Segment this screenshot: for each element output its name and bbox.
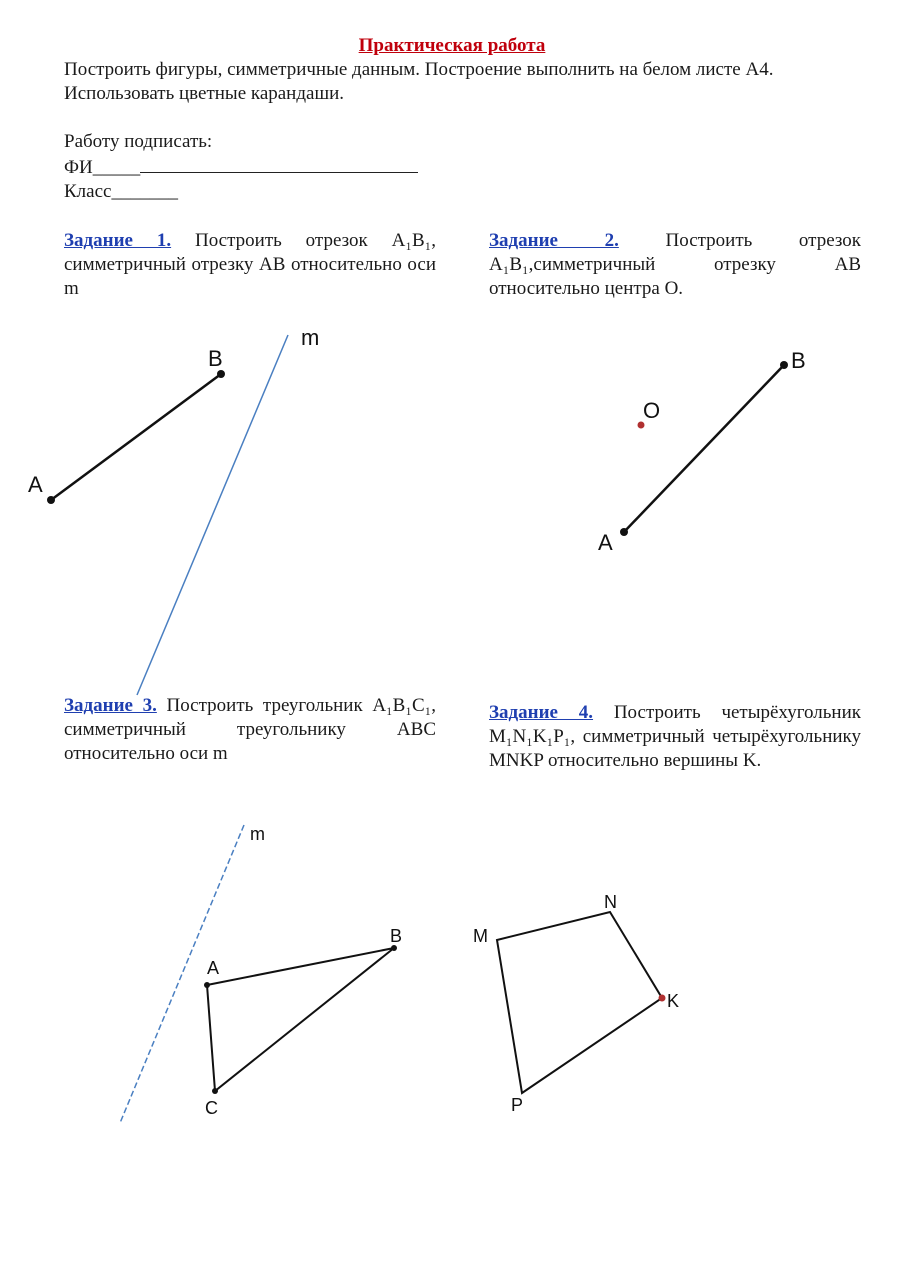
fig2-label-b: B [791,348,806,373]
task-4-label: Задание 4. [489,702,594,723]
fig2-segment-ab [624,365,784,532]
fig2-point-a [620,528,628,536]
fig3-label-c: C [205,1098,218,1118]
fig3-label-b: B [390,926,403,946]
instruction-line-2: Использовать цветные карандаши. [64,83,344,104]
fig3-point-c [212,1088,218,1094]
fig4-quadrilateral-mnkp [497,912,662,1093]
task-3-label: Задание 3. [64,695,157,716]
fig4-label-p: P [511,1095,524,1115]
task-4-text: Построить четырёхугольник M₁N₁K₁P₁, симметричный четырёхугольнику MNKP относительно вершины K. [489,702,861,771]
task-1-label: Задание 1. [64,230,172,251]
fig3-axis-m [120,825,244,1123]
fig3-triangle-abc [207,948,394,1091]
fig4-point-k [659,995,666,1002]
fig3-label-a: A [207,958,220,978]
fig1-point-b [217,370,225,378]
task-2-label: Задание 2. [489,230,619,251]
page-title: Практическая работа [358,35,546,56]
fig2-point-b [780,361,788,369]
class-label: Класс_______ [64,181,178,202]
fig2-label-a: A [598,530,613,555]
fig1-label-b: B [208,346,223,371]
fig2-label-o: O [643,398,661,423]
sign-label: Работу подписать: [64,131,213,152]
fig4-label-k: K [667,991,680,1011]
fig1-segment-ab [51,374,221,500]
task-2-text: Построить отрезок A₁B₁,симметричный отрезку АВ относительно центра О. [489,230,862,299]
fig3-label-m: m [250,824,265,844]
fig3-point-a [204,982,210,988]
fig4-label-n: N [604,892,617,912]
instruction-line-1: Построить фигуры, симметричные данным. Построение выполнить на белом листе А4. [64,59,774,80]
task-3-text: Построить треугольник A₁B₁C₁, симметричный треугольнику АВС относительно оси m [64,695,437,764]
task-1-text: Построить отрезок A₁B₁, симметричный отрезку АВ относительно оси m [64,230,437,299]
fig1-point-a [47,496,55,504]
name-label: ФИ_____ [64,157,141,178]
fig4-label-m: M [473,926,488,946]
fig1-axis-m [137,335,288,695]
fig1-label-m: m [301,325,320,350]
fig1-label-a: A [28,472,43,497]
